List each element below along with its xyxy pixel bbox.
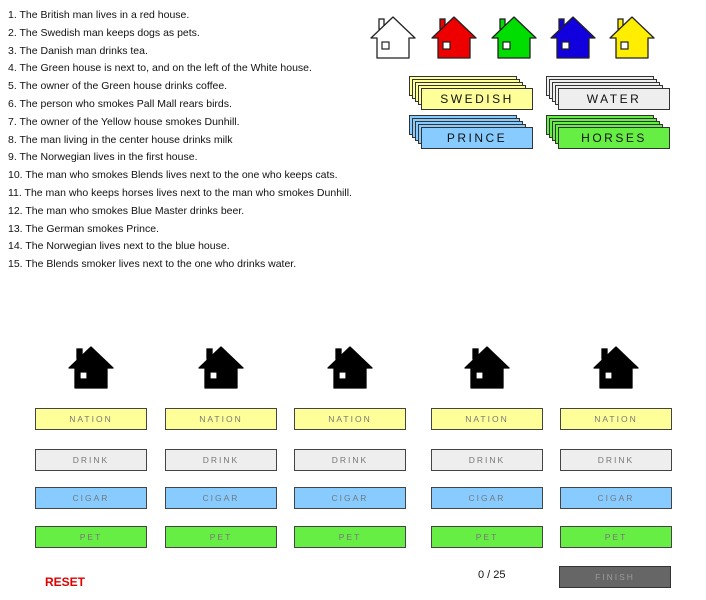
card-stack-nation[interactable] bbox=[409, 76, 533, 112]
clue-1: 1. The British man lives in a red house. bbox=[8, 9, 190, 21]
house-blue-icon[interactable] bbox=[549, 14, 597, 60]
finish-button[interactable]: FINISH bbox=[559, 566, 671, 588]
slot-drink-house-3[interactable]: DRINK bbox=[294, 449, 406, 471]
card-stack-pet[interactable] bbox=[546, 115, 670, 151]
house-slot-5-icon[interactable] bbox=[592, 344, 640, 390]
house-slot-3-icon[interactable] bbox=[326, 344, 374, 390]
house-slot-1-icon[interactable] bbox=[67, 344, 115, 390]
clue-8: 8. The man living in the center house drinks milk bbox=[8, 133, 233, 146]
slot-nation-house-4[interactable]: NATION bbox=[431, 408, 543, 430]
card-horses[interactable]: HORSES bbox=[558, 127, 670, 149]
house-red-icon[interactable] bbox=[430, 14, 478, 60]
slot-pet-house-5[interactable]: PET bbox=[560, 526, 672, 548]
house-slot-4-icon[interactable] bbox=[463, 344, 511, 390]
slot-pet-house-1[interactable]: PET bbox=[35, 526, 147, 548]
slot-cigar-house-3[interactable]: CIGAR bbox=[294, 487, 406, 509]
slot-drink-house-4[interactable]: DRINK bbox=[431, 449, 543, 471]
clue-10: 10. The man who smokes Blends lives next to the one who keeps cats. bbox=[8, 169, 338, 182]
slot-drink-house-5[interactable]: DRINK bbox=[560, 449, 672, 471]
card-prince[interactable]: PRINCE bbox=[421, 127, 533, 149]
house-green-icon[interactable] bbox=[490, 14, 538, 60]
clue-2: 2. The Swedish man keeps dogs as pets. bbox=[8, 26, 200, 39]
slot-cigar-house-1[interactable]: CIGAR bbox=[35, 487, 147, 509]
card-stack-cigar[interactable] bbox=[409, 115, 533, 151]
clue-6: 6. The person who smokes Pall Mall rears birds. bbox=[8, 97, 232, 110]
slot-pet-house-4[interactable]: PET bbox=[431, 526, 543, 548]
card-swedish[interactable]: SWEDISH bbox=[421, 88, 533, 110]
house-white-icon[interactable] bbox=[369, 14, 417, 60]
clue-4: 4. The Green house is next to, and on the left of the White house. bbox=[8, 62, 312, 75]
house-slot-2-icon[interactable] bbox=[197, 344, 245, 390]
clue-5: 5. The owner of the Green house drinks coffee. bbox=[8, 80, 228, 93]
slot-drink-house-1[interactable]: DRINK bbox=[35, 449, 147, 471]
clue-7: 7. The owner of the Yellow house smokes Dunhill. bbox=[8, 115, 240, 128]
slot-pet-house-2[interactable]: PET bbox=[165, 526, 277, 548]
slot-pet-house-3[interactable]: PET bbox=[294, 526, 406, 548]
slot-nation-house-5[interactable]: NATION bbox=[560, 408, 672, 430]
clue-14: 14. The Norwegian lives next to the blue house. bbox=[8, 240, 230, 253]
clue-12: 12. The man who smokes Blue Master drinks beer. bbox=[8, 204, 245, 217]
house-yellow-icon[interactable] bbox=[608, 14, 656, 60]
slot-cigar-house-4[interactable]: CIGAR bbox=[431, 487, 543, 509]
slot-nation-house-3[interactable]: NATION bbox=[294, 408, 406, 430]
card-water[interactable]: WATER bbox=[558, 88, 670, 110]
card-stack-drink[interactable] bbox=[546, 76, 670, 112]
slot-nation-house-2[interactable]: NATION bbox=[165, 408, 277, 430]
clue-3: 3. The Danish man drinks tea. bbox=[8, 44, 148, 57]
clue-9: 9. The Norwegian lives in the first house. bbox=[8, 151, 198, 164]
slot-cigar-house-5[interactable]: CIGAR bbox=[560, 487, 672, 509]
score-counter: 0 / 25 bbox=[478, 569, 506, 581]
slot-nation-house-1[interactable]: NATION bbox=[35, 408, 147, 430]
clue-11: 11. The man who keeps horses lives next to the man who smokes Dunhill. bbox=[8, 186, 352, 199]
slot-cigar-house-2[interactable]: CIGAR bbox=[165, 487, 277, 509]
reset-button[interactable]: RESET bbox=[45, 575, 86, 589]
clue-15: 15. The Blends smoker lives next to the one who drinks water. bbox=[8, 258, 297, 271]
clue-list bbox=[8, 7, 352, 274]
slot-drink-house-2[interactable]: DRINK bbox=[165, 449, 277, 471]
clue-13: 13. The German smokes Prince. bbox=[8, 222, 159, 235]
